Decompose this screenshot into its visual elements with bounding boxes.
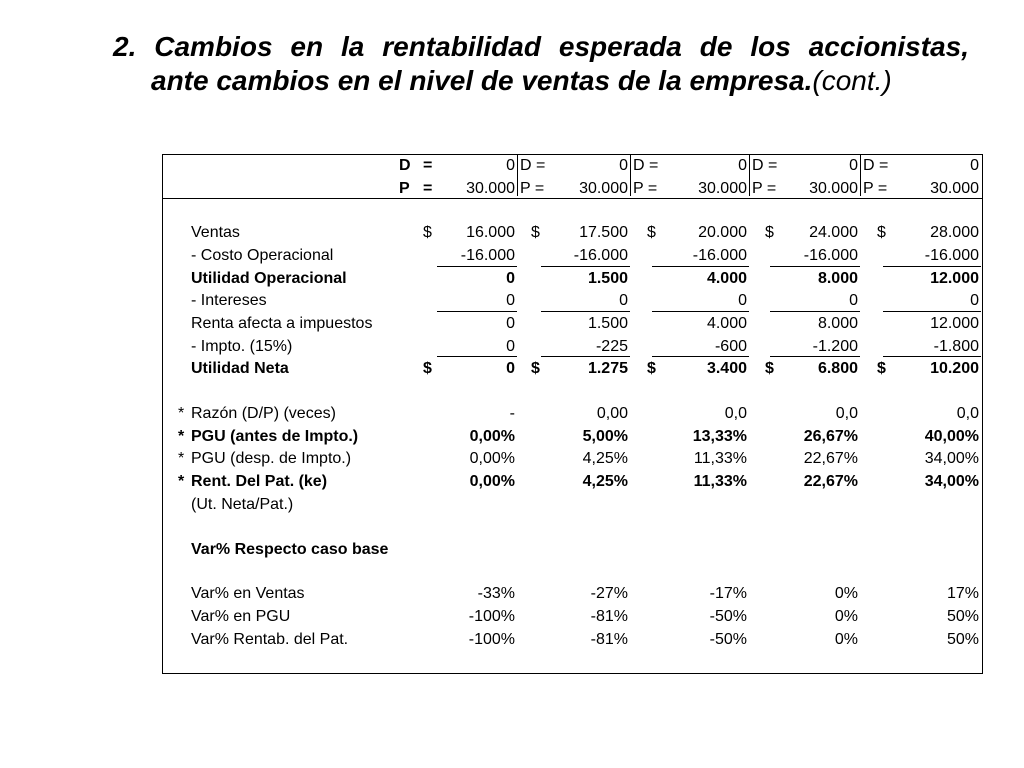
row-value: -16.000 <box>803 247 858 264</box>
row-value: 8.000 <box>817 315 858 332</box>
header-p-value: 30.000 <box>579 180 628 197</box>
header-d-eq: D = <box>863 157 889 174</box>
row-value: 0,0 <box>956 405 979 422</box>
currency-symbol: $ <box>877 360 886 377</box>
row-value: 0,0 <box>835 405 858 422</box>
row-value: 17.500 <box>579 224 628 241</box>
row-value: 22,67% <box>803 473 858 490</box>
row-value: 11,33% <box>693 473 747 490</box>
header-d-value: 0 <box>619 157 628 174</box>
row-value: -17% <box>709 585 747 602</box>
row-value: -50% <box>709 608 747 625</box>
row-value: -16.000 <box>692 247 747 264</box>
header-p-value: 30.000 <box>809 180 858 197</box>
row-value: 4.000 <box>706 315 747 332</box>
d-label: D <box>399 157 411 174</box>
row-value: -50% <box>709 631 747 648</box>
currency-symbol: $ <box>531 224 540 241</box>
subtotal-underline <box>541 311 630 312</box>
header-p-eq: P = <box>633 180 658 197</box>
subtotal-underline <box>437 266 517 267</box>
row-value: 0 <box>506 270 515 287</box>
subtotal-underline <box>770 356 860 357</box>
row-value: 0,0 <box>724 405 747 422</box>
row-value: -225 <box>595 338 628 355</box>
header-d-eq: D = <box>520 157 546 174</box>
row-label-ventas: Ventas <box>191 224 240 241</box>
header-p-eq: P = <box>520 180 545 197</box>
row-value: 1.275 <box>587 360 628 377</box>
header-d-value: 0 <box>738 157 747 174</box>
currency-symbol: $ <box>765 360 774 377</box>
header-p-eq: P = <box>752 180 777 197</box>
header-d-value: 0 <box>849 157 858 174</box>
row-label-razon: Razón (D/P) (veces) <box>191 405 336 422</box>
row-value: 1.500 <box>587 270 628 287</box>
row-star: * <box>178 428 185 445</box>
row-value: 50% <box>946 631 979 648</box>
row-label-var-pgu: Var% en PGU <box>191 608 291 625</box>
currency-symbol: $ <box>647 360 656 377</box>
row-value: 24.000 <box>809 224 858 241</box>
row-value: -100% <box>468 608 515 625</box>
title-line-2-text: ante cambios en el nivel de ventas de la empresa. <box>151 65 813 96</box>
row-value: 0,00% <box>469 450 515 467</box>
row-label-var-ventas: Var% en Ventas <box>191 585 305 602</box>
row-value: 34,00% <box>924 473 979 490</box>
row-label-rent: Rent. Del Pat. (ke) <box>191 473 328 490</box>
header-d-value: 0 <box>506 157 515 174</box>
row-label-var-rent: Var% Rentab. del Pat. <box>191 631 349 648</box>
subtotal-underline <box>883 356 981 357</box>
header-p-eq: P = <box>863 180 888 197</box>
row-value: 13,33% <box>692 428 747 445</box>
title-line-1: 2. Cambios en la rentabilidad esperada de los accionistas, <box>113 31 969 62</box>
row-label-renta: Renta afecta a impuestos <box>191 315 373 332</box>
row-value: 22,67% <box>803 450 858 467</box>
row-value: 1.500 <box>587 315 628 332</box>
row-value: -33% <box>477 585 515 602</box>
row-value: 8.000 <box>817 270 858 287</box>
row-value: -81% <box>590 608 628 625</box>
row-value: 20.000 <box>698 224 747 241</box>
p-label: P <box>399 180 410 197</box>
header-d-value: 0 <box>970 157 979 174</box>
row-value: 4,25% <box>582 450 628 467</box>
currency-symbol: $ <box>877 224 886 241</box>
header-rule <box>162 198 983 199</box>
row-label-ut-neta: (Ut. Neta/Pat.) <box>191 496 294 513</box>
row-label-pgu-antes: PGU (antes de Impto.) <box>191 428 359 445</box>
currency-symbol: $ <box>531 360 540 377</box>
row-value: 0% <box>834 585 858 602</box>
row-value: 0 <box>849 292 858 309</box>
row-value: 4,25% <box>582 473 628 490</box>
row-value: 5,00% <box>582 428 628 445</box>
row-value: 0 <box>506 338 515 355</box>
row-value: - <box>509 405 515 422</box>
header-p-value: 30.000 <box>466 180 515 197</box>
row-star: * <box>178 473 185 490</box>
subtotal-underline <box>883 266 981 267</box>
currency-symbol: $ <box>647 224 656 241</box>
row-value: 0,00 <box>596 405 628 422</box>
currency-symbol: $ <box>423 360 432 377</box>
row-value: 0,00% <box>469 473 515 490</box>
row-value: 26,67% <box>803 428 858 445</box>
slide-title <box>113 30 969 98</box>
row-value: -100% <box>468 631 515 648</box>
subtotal-underline <box>770 266 860 267</box>
row-label-uop: Utilidad Operacional <box>191 270 347 287</box>
row-label-impto: - Impto. (15%) <box>191 338 293 355</box>
row-value: -600 <box>714 338 747 355</box>
row-label-neta: Utilidad Neta <box>191 360 289 377</box>
subtotal-underline <box>541 356 630 357</box>
row-label-costo: - Costo Operacional <box>191 247 334 264</box>
header-p-value: 30.000 <box>698 180 747 197</box>
row-value: 0 <box>506 315 515 332</box>
row-value: -81% <box>590 631 628 648</box>
row-value: 4.000 <box>706 270 747 287</box>
row-value: 11,33% <box>693 450 747 467</box>
row-value: 28.000 <box>930 224 979 241</box>
row-value: 0 <box>619 292 628 309</box>
subtotal-underline <box>437 311 517 312</box>
row-label-intereses: - Intereses <box>191 292 267 309</box>
row-value: 3.400 <box>706 360 747 377</box>
row-value: 0 <box>506 360 515 377</box>
subtotal-underline <box>770 311 860 312</box>
row-value: 34,00% <box>924 450 979 467</box>
row-value: 0% <box>834 608 858 625</box>
title-suffix: (cont.) <box>812 65 892 96</box>
row-value: 40,00% <box>924 428 979 445</box>
row-value: -16.000 <box>460 247 515 264</box>
row-value: 17% <box>946 585 979 602</box>
subtotal-underline <box>541 266 630 267</box>
row-value: -16.000 <box>573 247 628 264</box>
subtotal-underline <box>883 311 981 312</box>
row-star: * <box>178 405 185 422</box>
row-value: 16.000 <box>466 224 515 241</box>
row-value: 6.800 <box>817 360 858 377</box>
subtotal-underline <box>652 266 749 267</box>
row-value: 12.000 <box>930 315 979 332</box>
title-line-2 <box>113 64 969 98</box>
currency-symbol: $ <box>423 224 432 241</box>
subtotal-underline <box>652 311 749 312</box>
row-value: 0,00% <box>469 428 515 445</box>
row-value: 12.000 <box>930 270 979 287</box>
row-value: 0 <box>970 292 979 309</box>
subtotal-underline <box>437 356 517 357</box>
row-value: -1.800 <box>933 338 979 355</box>
row-value: 10.200 <box>930 360 979 377</box>
row-value: -27% <box>590 585 628 602</box>
row-value: 50% <box>946 608 979 625</box>
currency-symbol: $ <box>765 224 774 241</box>
row-value: -1.200 <box>812 338 858 355</box>
d-eq: = <box>423 157 433 174</box>
row-value: 0 <box>506 292 515 309</box>
header-d-eq: D = <box>752 157 778 174</box>
row-star: * <box>178 450 185 467</box>
row-label-var-title: Var% Respecto caso base <box>191 541 389 558</box>
row-value: 0 <box>738 292 747 309</box>
p-eq: = <box>423 180 433 197</box>
header-p-value: 30.000 <box>930 180 979 197</box>
row-value: -16.000 <box>924 247 979 264</box>
row-value: 0% <box>834 631 858 648</box>
subtotal-underline <box>652 356 749 357</box>
header-d-eq: D = <box>633 157 659 174</box>
row-label-pgu-desp: PGU (desp. de Impto.) <box>191 450 352 467</box>
